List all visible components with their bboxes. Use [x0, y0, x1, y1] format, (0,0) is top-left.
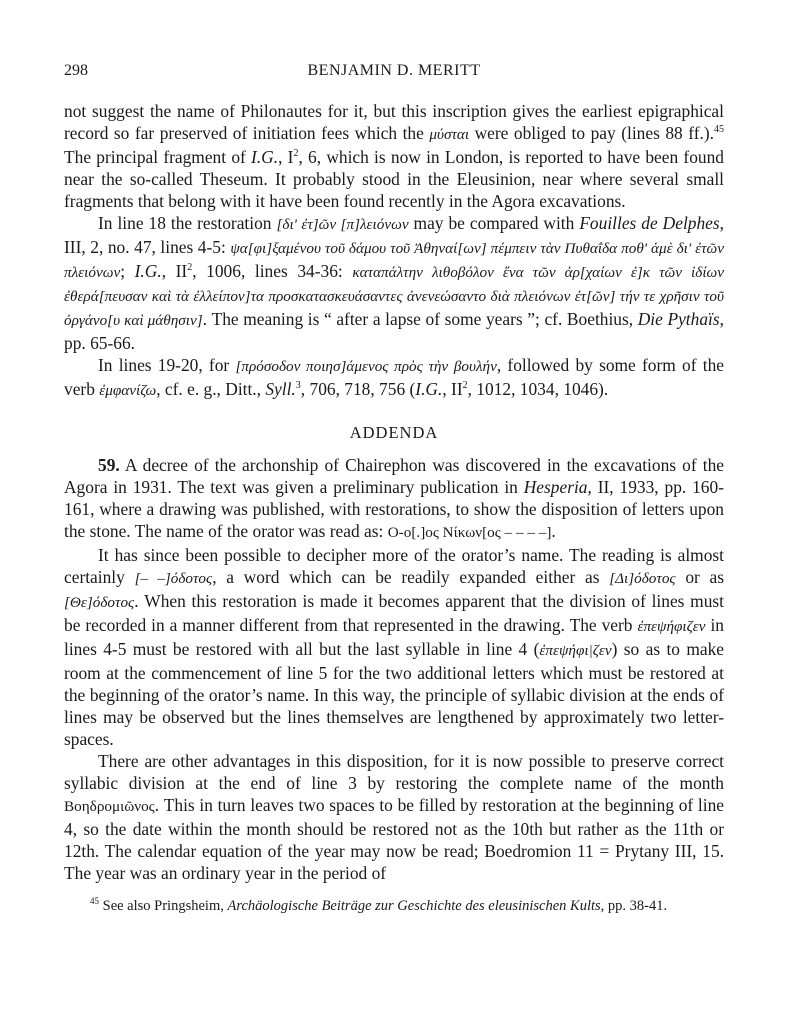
- paragraph-addenda-2: It has since been possible to decipher more of the orator’s name. The reading is almost certainly [– –]όδοτος, a word which can be readily expanded either as [Δι]όδοτος or as [Θε]όδοτος. When this restoration is made it becomes apparent that the division of lines must be recorded in a manner different from that represented in the drawing. The verb ἐπεψήφιζεν in lines 4-5 must be restored with all but the last syllable in line 4 (ἐπεψήφι|ζεν) so as to make room at the commencement of line 5 for the two additional letters which must be restored at the beginning of the orator’s name. In this way, the principle of syllabic division at the ends of lines may be observed but the lines themselves are lengthened by approximately two letter-spaces.: [64, 545, 725, 749]
- footnote-number: 45: [90, 896, 99, 906]
- greek-text: [δι' ἐτ]ῶν [π]λειόνων: [276, 216, 409, 233]
- paragraph-3: In lines 19-20, for [πρόσοδον ποιησ]άμενος πρὸς τὴν βουλήν, followed by some form of the verb ἐμφανίζω, cf. e. g., Ditt., Syll.$^3$, 706, 718, 756 (I.G., $II^2$, 1012, 1034, 1046).: [64, 355, 725, 399]
- entry-number: 59.: [98, 455, 120, 475]
- running-head: BENJAMIN D. MERITT: [307, 62, 481, 79]
- greek-text: ἐμφανίζω: [99, 382, 157, 399]
- paragraph-1: not suggest the name of Philonautes for it, but this inscription gives the earliest epigraphical record so far preserved of initiation fees which the μύσται were obliged to pay (lines 88 ff.).$^{45}$ The principal fragment of I.G., $I^2$, 6, which is now in London, is reported to have been found near the so-called Theseum. It probably stood in the Eleusinion, near where several small fragments that belong with it have been found recently in the Agora excavations.: [64, 101, 724, 211]
- body-text: [64, 100, 724, 884]
- greek-text: μύσται: [429, 126, 470, 143]
- paragraph-addenda-3: There are other advantages in this disposition, for it is now possible to preserve correct syllabic division at the end of line 3 by restoring the complete name of the month Βοηδρομιῶνος. This in turn leaves two spaces to be filled by restoration at the beginning of line 4, so the date within the month should be restored not as the 10th but rather as the 11th or 12th. The calendar equation of the year may now be read; Boedromion 11 = Prytany III, 15. The year was an ordinary year in the period of: [64, 751, 724, 883]
- paragraph-addenda-1: 59. A decree of the archonship of Chairephon was discovered in the excavations of the Agora in 1931. The text was given a preliminary publication in Hesperia, II, 1933, pp. 160-161, where a drawing was published, with restorations, to show the disposition of letters upon the stone. The name of the orator was read as: Ο-ο[.]ος Νίκων[ος – – – –].: [64, 455, 724, 541]
- greek-text: ψα[φι]ξαμένου τοῦ δάμου τοῦ Ἀθηναί[ων] πέμπειν τὰν Πυθαΐδα ποθ' ἁμὲ δι' ἐτῶν πλειόνων: [64, 240, 724, 281]
- footnote-ref: 45: [714, 124, 724, 135]
- footnote: $^{45}$ See also Pringsheim, Archäologische Beiträge zur Geschichte des eleusinischen Kults, pp. 38-41.: [90, 896, 668, 914]
- greek-text: [Δι]όδοτος: [609, 570, 676, 587]
- greek-text: ἐπεψήφι|ζεν: [539, 642, 612, 659]
- page: [64, 62, 724, 916]
- greek-text: [Θε]όδοτος: [64, 594, 135, 611]
- paragraph-2: In line 18 the restoration [δι' ἐτ]ῶν [π]λειόνων may be compared with Fouilles de Delphes, III, 2, no. 47, lines 4-5: ψα[φι]ξαμένου τοῦ δάμου τοῦ Ἀθηναί[ων] πέμπειν τὰν Πυθαΐδα ποθ' ἁμὲ δι' ἐτῶν πλειόνων; I.G., $II^2$, 1006, lines 34-36: καταπάλτην λιθοβόλον ἕνα τῶν ἀρ[χαίων ἐ]κ τῶν ἰδίων ἐθερά[πευσαν καὶ τὰ ἐλλείπον]τα προσκατασκευάσαντες ἀνενεώσαντο διὰ πλειόνων ἐτ[ῶν] τήν τε χρῆσιν τοῦ ὀργάνο[υ καὶ μάθησιν]. The meaning is “ after a lapse of some years ”; cf. Boethius, Die Pythaïs, pp. 65-66.: [64, 213, 725, 353]
- greek-text: [πρόσοδον ποιησ]άμενος πρὸς τὴν βουλήν: [235, 358, 497, 375]
- greek-text: [– –]όδοτος: [134, 570, 213, 587]
- greek-text: Βοηδρομιῶνος: [64, 798, 155, 815]
- greek-text: Ο-ο[.]ος Νίκων[ος – – – –]: [387, 524, 552, 541]
- section-heading-addenda: ADDENDA: [349, 423, 439, 442]
- page-number: 298: [64, 62, 88, 79]
- greek-text: ἐπεψήφιζεν: [637, 618, 706, 635]
- greek-text: καταπάλτην λιθοβόλον ἕνα τῶν ἀρ[χαίων ἐ]κ τῶν ἰδίων ἐθερά[πευσαν καὶ τὰ ἐλλείπον]τα προσκατασκευάσαντες ἀνενεώσαντο διὰ πλειόνων ἐτ[ῶν] τήν τε χρῆσιν τοῦ ὀργάνο[υ καὶ μάθησιν]: [64, 264, 724, 329]
- page-header: [64, 62, 724, 86]
